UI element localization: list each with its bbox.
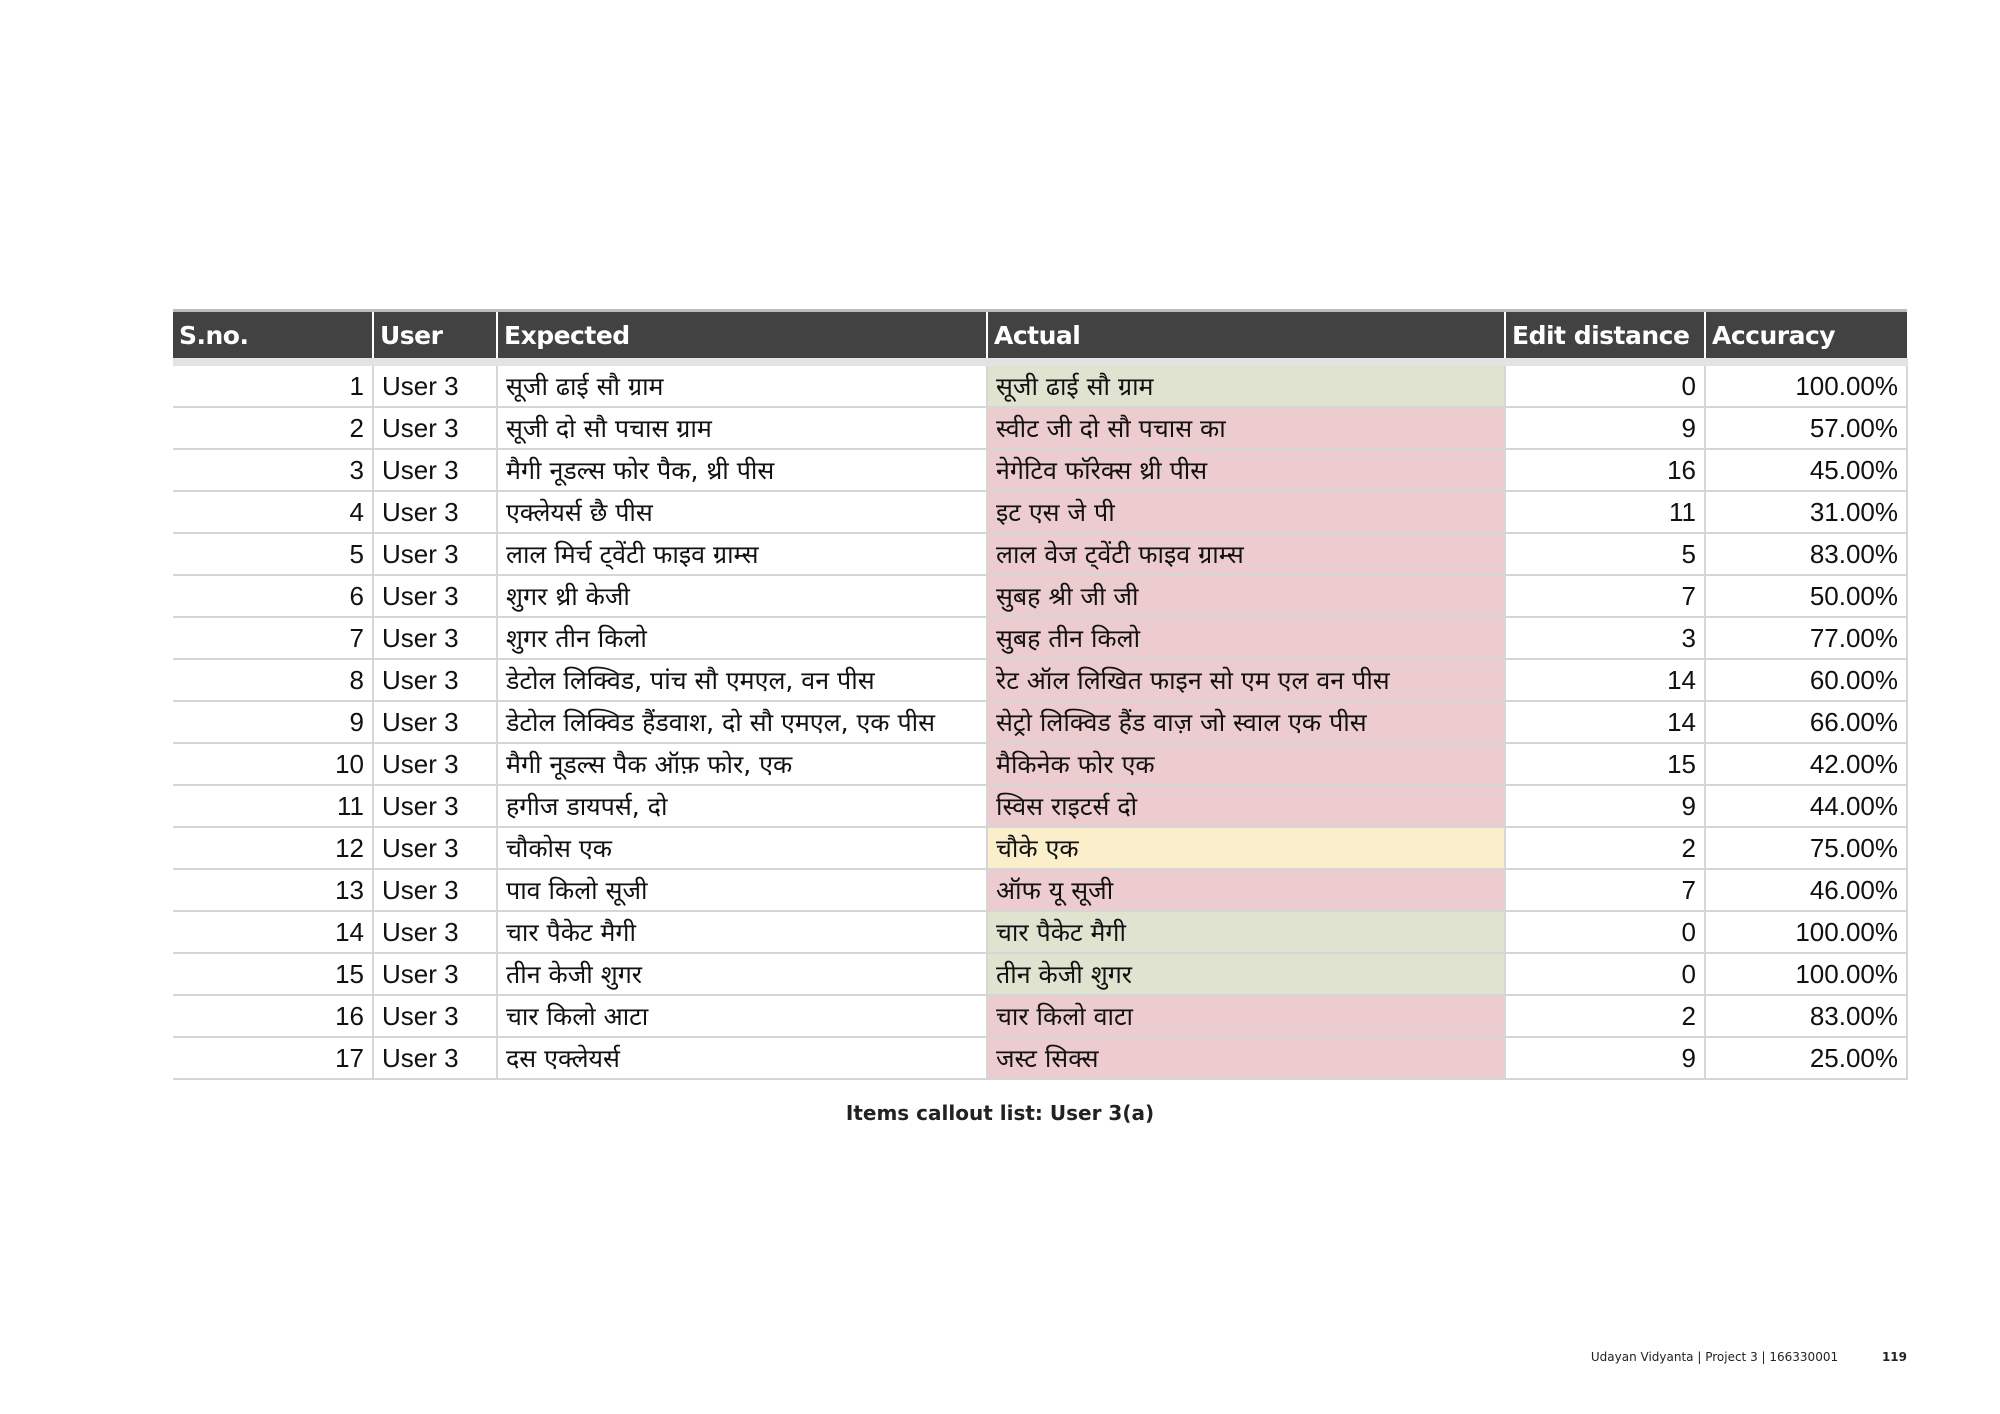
cell-accuracy: 45.00%	[1705, 449, 1907, 491]
cell-user: User 3	[373, 1037, 497, 1079]
cell-accuracy: 46.00%	[1705, 869, 1907, 911]
cell-accuracy: 100.00%	[1705, 953, 1907, 995]
cell-sno: 1	[173, 362, 373, 407]
cell-accuracy: 25.00%	[1705, 1037, 1907, 1079]
cell-user: User 3	[373, 491, 497, 533]
cell-actual: चौके एक	[987, 827, 1505, 869]
cell-sno: 6	[173, 575, 373, 617]
page-footer	[1591, 1350, 1907, 1364]
cell-expected: शुगर तीन किलो	[497, 617, 987, 659]
table-row	[173, 362, 1907, 407]
table-row	[173, 617, 1907, 659]
table-header-row	[173, 311, 1907, 363]
cell-edit-distance: 2	[1505, 827, 1705, 869]
cell-expected: चार किलो आटा	[497, 995, 987, 1037]
cell-user: User 3	[373, 743, 497, 785]
cell-accuracy: 31.00%	[1705, 491, 1907, 533]
table-row	[173, 533, 1907, 575]
cell-edit-distance: 16	[1505, 449, 1705, 491]
cell-actual: जस्ट सिक्स	[987, 1037, 1505, 1079]
cell-actual: इट एस जे पी	[987, 491, 1505, 533]
cell-user: User 3	[373, 533, 497, 575]
cell-sno: 8	[173, 659, 373, 701]
cell-user: User 3	[373, 659, 497, 701]
cell-actual: स्विस राइटर्स दो	[987, 785, 1505, 827]
cell-expected: शुगर थ्री केजी	[497, 575, 987, 617]
cell-expected: लाल मिर्च ट्वेंटी फाइव ग्राम्स	[497, 533, 987, 575]
cell-accuracy: 44.00%	[1705, 785, 1907, 827]
cell-user: User 3	[373, 953, 497, 995]
cell-expected: एक्लेयर्स छै पीस	[497, 491, 987, 533]
cell-edit-distance: 11	[1505, 491, 1705, 533]
cell-accuracy: 77.00%	[1705, 617, 1907, 659]
cell-expected: हगीज डायपर्स, दो	[497, 785, 987, 827]
cell-user: User 3	[373, 869, 497, 911]
cell-edit-distance: 9	[1505, 1037, 1705, 1079]
cell-expected: डेटोल लिक्विड, पांच सौ एमएल, वन पीस	[497, 659, 987, 701]
cell-sno: 11	[173, 785, 373, 827]
cell-sno: 4	[173, 491, 373, 533]
cell-actual: मैकिनेक फोर एक	[987, 743, 1505, 785]
cell-sno: 17	[173, 1037, 373, 1079]
cell-actual: सेट्रो लिक्विड हैंड वाज़ जो स्वाल एक पीस	[987, 701, 1505, 743]
cell-actual: लाल वेज ट्वेंटी फाइव ग्राम्स	[987, 533, 1505, 575]
cell-actual: नेगेटिव फॉरेक्स थ्री पीस	[987, 449, 1505, 491]
cell-edit-distance: 0	[1505, 362, 1705, 407]
table-row	[173, 659, 1907, 701]
cell-user: User 3	[373, 785, 497, 827]
cell-actual: तीन केजी शुगर	[987, 953, 1505, 995]
cell-sno: 15	[173, 953, 373, 995]
header-user: User	[373, 311, 497, 363]
cell-expected: दस एक्लेयर्स	[497, 1037, 987, 1079]
cell-edit-distance: 9	[1505, 407, 1705, 449]
cell-accuracy: 75.00%	[1705, 827, 1907, 869]
cell-user: User 3	[373, 617, 497, 659]
cell-edit-distance: 15	[1505, 743, 1705, 785]
cell-user: User 3	[373, 701, 497, 743]
cell-expected: मैगी नूडल्स फोर पैक, थ्री पीस	[497, 449, 987, 491]
cell-sno: 10	[173, 743, 373, 785]
table-row	[173, 701, 1907, 743]
cell-edit-distance: 7	[1505, 869, 1705, 911]
table-row	[173, 869, 1907, 911]
table-caption: Items callout list: User 3(a)	[845, 1101, 1155, 1125]
cell-actual: स्वीट जी दो सौ पचास का	[987, 407, 1505, 449]
cell-accuracy: 83.00%	[1705, 995, 1907, 1037]
table-row	[173, 449, 1907, 491]
cell-actual: चार किलो वाटा	[987, 995, 1505, 1037]
cell-user: User 3	[373, 995, 497, 1037]
footer-text: Udayan Vidyanta | Project 3 | 166330001	[1590, 1350, 1839, 1364]
table-row	[173, 911, 1907, 953]
cell-accuracy: 42.00%	[1705, 743, 1907, 785]
cell-expected: मैगी नूडल्स पैक ऑफ़ फोर, एक	[497, 743, 987, 785]
cell-sno: 16	[173, 995, 373, 1037]
table-row	[173, 407, 1907, 449]
table-body	[173, 362, 1907, 1079]
cell-user: User 3	[373, 449, 497, 491]
header-actual: Actual	[987, 311, 1505, 363]
cell-accuracy: 100.00%	[1705, 911, 1907, 953]
cell-edit-distance: 3	[1505, 617, 1705, 659]
cell-expected: चार पैकेट मैगी	[497, 911, 987, 953]
cell-sno: 7	[173, 617, 373, 659]
cell-user: User 3	[373, 827, 497, 869]
cell-edit-distance: 14	[1505, 701, 1705, 743]
header-expected: Expected	[497, 311, 987, 363]
cell-expected: सूजी ढाई सौ ग्राम	[497, 362, 987, 407]
cell-actual: सूजी ढाई सौ ग्राम	[987, 362, 1505, 407]
cell-actual: सुबह तीन किलो	[987, 617, 1505, 659]
cell-sno: 2	[173, 407, 373, 449]
cell-sno: 12	[173, 827, 373, 869]
cell-sno: 3	[173, 449, 373, 491]
header-sno: S.no.	[173, 311, 373, 363]
cell-expected: डेटोल लिक्विड हैंडवाश, दो सौ एमएल, एक पीस	[497, 701, 987, 743]
page-number: 119	[1881, 1350, 1907, 1364]
cell-expected: सूजी दो सौ पचास ग्राम	[497, 407, 987, 449]
cell-user: User 3	[373, 407, 497, 449]
table-row	[173, 743, 1907, 785]
cell-accuracy: 60.00%	[1705, 659, 1907, 701]
header-edit-distance: Edit distance	[1505, 311, 1705, 363]
cell-edit-distance: 9	[1505, 785, 1705, 827]
cell-accuracy: 50.00%	[1705, 575, 1907, 617]
cell-edit-distance: 7	[1505, 575, 1705, 617]
cell-edit-distance: 2	[1505, 995, 1705, 1037]
cell-sno: 13	[173, 869, 373, 911]
cell-sno: 9	[173, 701, 373, 743]
cell-accuracy: 57.00%	[1705, 407, 1907, 449]
cell-actual: सुबह श्री जी जी	[987, 575, 1505, 617]
cell-edit-distance: 14	[1505, 659, 1705, 701]
table-row	[173, 995, 1907, 1037]
cell-accuracy: 66.00%	[1705, 701, 1907, 743]
cell-expected: चौकोस एक	[497, 827, 987, 869]
cell-sno: 14	[173, 911, 373, 953]
cell-accuracy: 100.00%	[1705, 362, 1907, 407]
callout-table	[173, 309, 1908, 1080]
table-row	[173, 575, 1907, 617]
table-row	[173, 785, 1907, 827]
cell-expected: तीन केजी शुगर	[497, 953, 987, 995]
cell-actual: ऑफ यू सूजी	[987, 869, 1505, 911]
cell-user: User 3	[373, 575, 497, 617]
cell-accuracy: 83.00%	[1705, 533, 1907, 575]
cell-sno: 5	[173, 533, 373, 575]
cell-edit-distance: 5	[1505, 533, 1705, 575]
cell-actual: चार पैकेट मैगी	[987, 911, 1505, 953]
cell-user: User 3	[373, 911, 497, 953]
cell-actual: रेट ऑल लिखित फाइन सो एम एल वन पीस	[987, 659, 1505, 701]
cell-expected: पाव किलो सूजी	[497, 869, 987, 911]
table-row	[173, 827, 1907, 869]
table-row	[173, 1037, 1907, 1079]
cell-edit-distance: 0	[1505, 953, 1705, 995]
cell-edit-distance: 0	[1505, 911, 1705, 953]
table-row	[173, 953, 1907, 995]
cell-user: User 3	[373, 362, 497, 407]
table-row	[173, 491, 1907, 533]
header-accuracy: Accuracy	[1705, 311, 1907, 363]
